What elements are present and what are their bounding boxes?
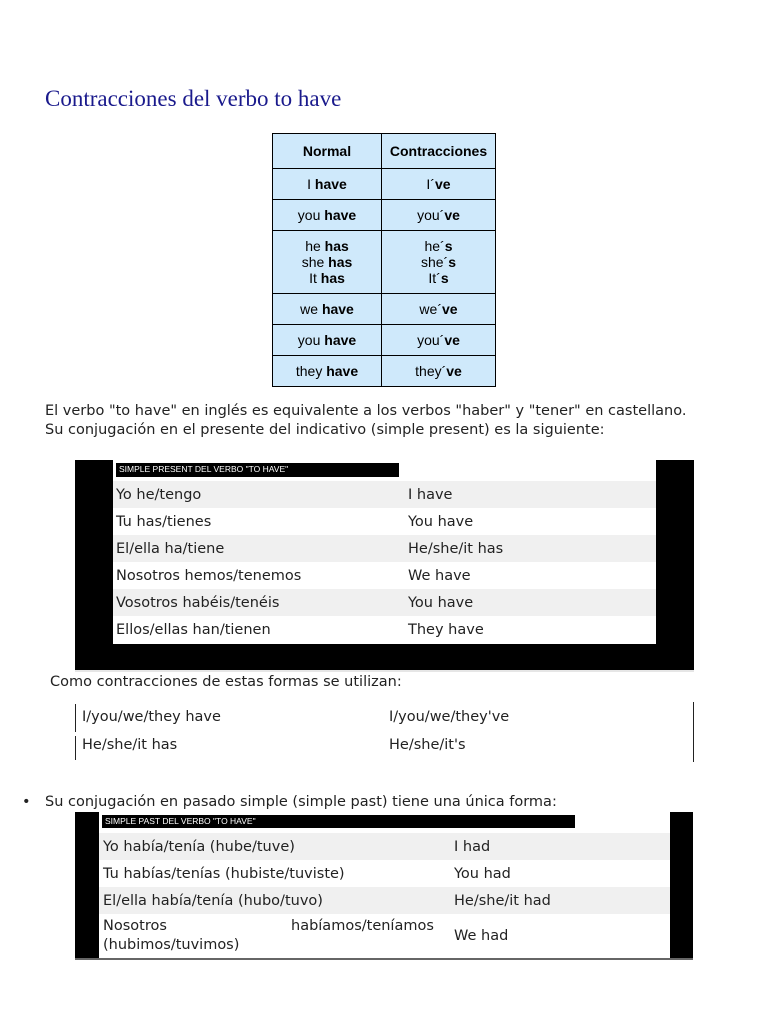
pronoun: It [309,270,317,286]
divider [75,736,76,760]
contracted-pronoun: he´ [424,238,445,254]
table-row [113,535,656,562]
contracted-pronoun: you´ [417,207,445,223]
verb: has [328,254,353,270]
table-caption: SIMPLE PAST DEL VERBO "TO HAVE" [102,815,575,828]
contracted-form: He/she/it's [389,737,466,753]
spanish-form: Ellos/ellas han/tienen [116,622,271,638]
table-frame-left [75,460,113,671]
spanish-form: (hubimos/tuvimos) [103,937,240,953]
contracted-pronoun: It´ [428,270,441,286]
spanish-form: Vosotros habéis/tenéis [116,594,280,611]
table-header: Contracciones [382,134,496,169]
contracted-pronoun: I´ [426,176,435,192]
pronoun: you [297,207,321,223]
english-form: He/she/it had [454,892,551,909]
pronoun: I [307,176,312,192]
table-frame-bottom [75,644,694,671]
contractions-intro: Como contracciones de estas formas se utilizan: [50,674,402,690]
spanish-form: Nosotros hemos/tenemos [116,567,302,584]
contraction-suffix: ve [441,301,458,317]
verb: have [314,176,347,192]
spanish-form: El/ella había/tenía (hubo/tuvo) [103,892,323,909]
english-form: I have [408,486,453,503]
table-frame-right [670,812,693,958]
table-row [273,356,496,387]
contracted-pronoun: she´ [420,254,449,270]
english-form: I had [454,838,491,855]
table-row [273,325,496,356]
pronoun: they [295,363,323,379]
verb: have [324,207,357,223]
verb: has [324,238,349,254]
table-row [99,914,670,958]
table-frame-right [656,460,694,671]
contracted-pronoun: they´ [415,363,447,379]
pronoun: he [305,238,321,254]
english-form: We had [454,928,509,944]
table-row [273,169,496,200]
past-bullet [22,794,557,810]
verb: have [324,332,357,348]
spanish-form: Tu habías/tenías (hubiste/tuviste) [103,865,345,882]
table-row [113,616,656,644]
table-frame-left [75,812,99,958]
verb: have [321,301,354,317]
contraction-suffix: s [440,270,449,286]
english-form: You have [408,513,474,530]
contraction-table [272,133,496,387]
table-row [113,562,656,589]
divider [693,702,694,762]
table-row [99,887,670,914]
verb: have [326,363,359,379]
english-form: You had [454,865,511,882]
contracted-form: I/you/we/they've [389,709,510,725]
contraction-suffix: ve [434,176,451,192]
english-form: He/she/it has [408,540,504,557]
spanish-form: Yo he/tengo [116,486,202,503]
table-row [113,589,656,616]
full-form: He/she/it has [82,737,178,753]
table-row [99,833,670,860]
full-form: I/you/we/they have [82,709,221,725]
english-form: We have [408,567,471,584]
bullet-icon: • [22,794,31,810]
spanish-form: Tu has/tienes [116,513,212,530]
contraction-suffix: s [448,254,457,270]
verb: has [320,270,345,286]
contraction-suffix: ve [446,363,462,379]
pronoun: we [300,301,319,317]
table-row [113,481,656,508]
pronoun: she [301,254,325,270]
english-form: You have [408,594,474,611]
table-header: Normal [273,134,382,169]
table-bottom-line [75,958,693,960]
table-row [99,860,670,887]
english-form: They have [408,622,484,638]
bullet-text: Su conjugación en pasado simple (simple past) tiene una única forma: [45,794,557,810]
contraction-suffix: ve [444,207,460,223]
spanish-form: Nosotros [103,918,167,934]
intro-paragraph: El verbo "to have" en inglés es equivalente a los verbos "haber" y "tener" en castellano. Su conjugación en el presente del indicativo (simple present) es la siguiente: [45,403,687,438]
contracted-pronoun: we´ [419,301,442,317]
table-caption: SIMPLE PRESENT DEL VERBO "TO HAVE" [116,463,399,477]
spanish-form: Yo había/tenía (hube/tuve) [103,838,295,855]
contraction-suffix: s [444,238,453,254]
contracted-pronoun: you´ [417,332,445,348]
table-shadow [75,670,694,672]
divider [75,704,76,732]
page-title: Contracciones del verbo to have [45,86,342,111]
table-row [273,200,496,231]
table-row [113,508,656,535]
pronoun: you [297,332,321,348]
spanish-form: El/ella ha/tiene [116,540,225,557]
spanish-form: habíamos/teníamos [291,918,434,934]
contraction-suffix: ve [444,332,460,348]
table-row [273,231,496,294]
table-row [273,294,496,325]
